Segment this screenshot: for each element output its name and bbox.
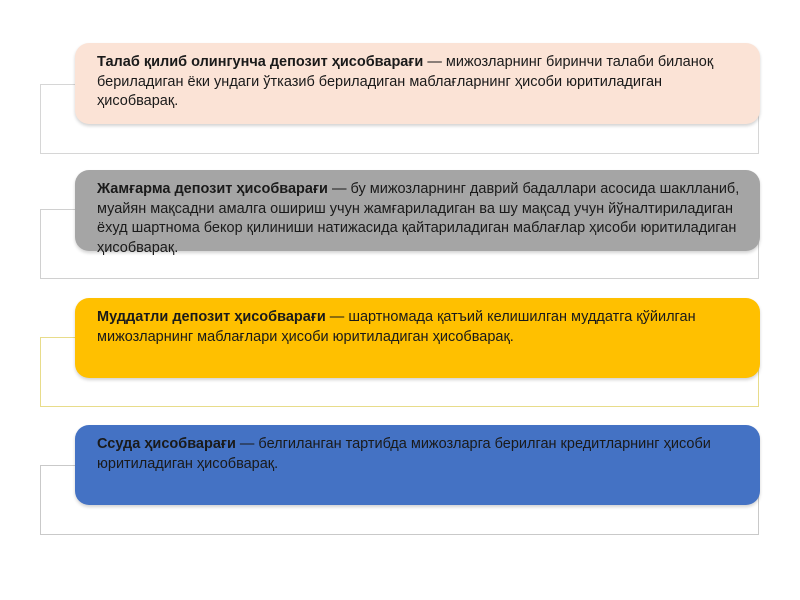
card-definition: — белгиланган тартибда мижозларга берилган кредитларнинг ҳисоби юритиладиган ҳисобварақ. [97,436,711,472]
card-term: Муддатли депозит ҳисобварағи [97,309,326,325]
card-term: Жамғарма депозит ҳисобварағи [97,181,328,197]
definition-card-term-deposit [75,298,760,378]
definition-card-loan-account [75,425,760,505]
card-term: Ссуда ҳисобварағи [97,436,236,452]
definition-card-demand-deposit [75,43,760,124]
card-definition: — бу мижозларнинг даврий бадаллари асосида шаклланиб, муайян мақсадни амалга ошириш учун жамғариладиган ва шу мақсад учун йўналтириладиган ёхуд шартнома бекор қилиниши натижасида қайтариладиган маблағлар ҳисоби юритиладиган ҳисобварақ. [97,181,740,256]
card-definition: — шартномада қатъий келишилган муддатга қўйилган мижозларнинг маблағлари ҳисоби юритиладиган ҳисобварақ. [97,309,696,345]
definition-card-savings-deposit [75,170,760,256]
card-term: Талаб қилиб олингунча депозит ҳисобварағи [97,54,424,70]
card-definition: — мижозларнинг биринчи талаби биланоқ бериладиган ёки ундаги ўтказиб бериладиган маблағларнинг ҳисоби юритиладиган ҳисобварақ. [97,54,714,109]
